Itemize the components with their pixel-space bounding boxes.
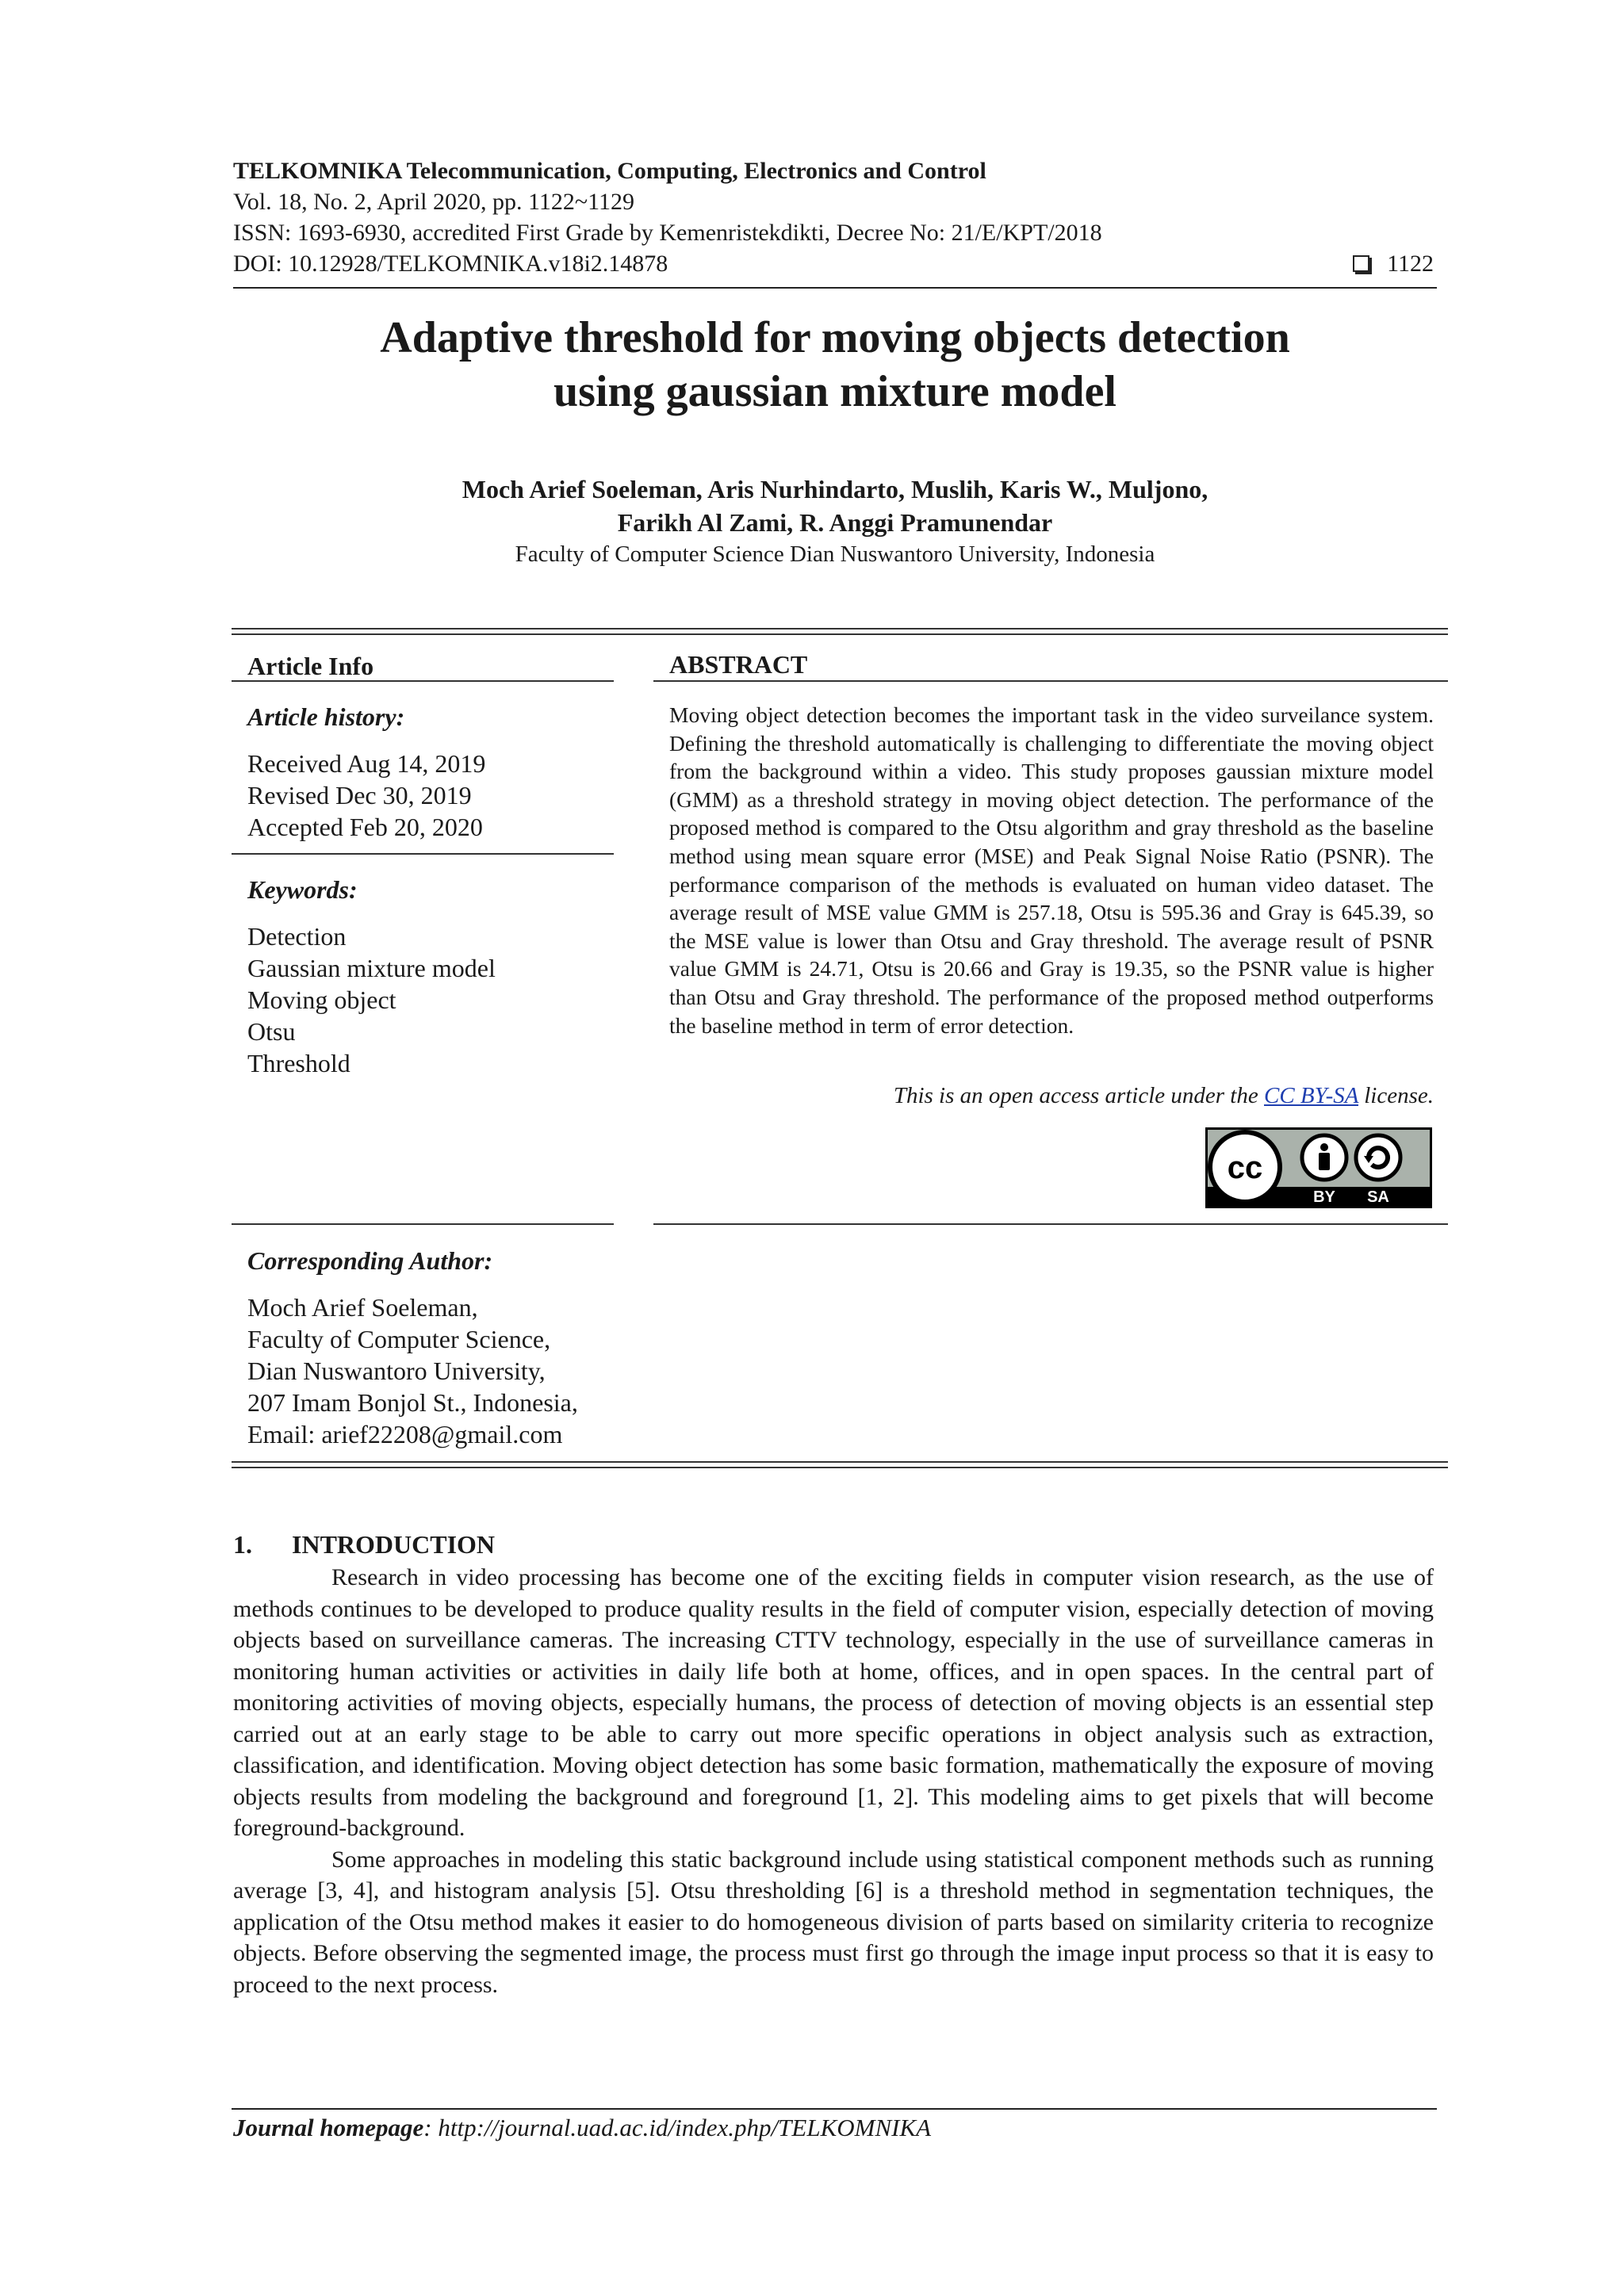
checkbox-square-icon [1353, 255, 1369, 272]
doi-line: DOI: 10.12928/TELKOMNIKA.v18i2.14878 [233, 251, 668, 277]
author-address: 207 Imam Bonjol St., Indonesia, [247, 1388, 578, 1417]
article-history-label: Article history: [247, 702, 405, 731]
abstract-heading: ABSTRACT [669, 650, 808, 679]
keywords-divider [232, 1223, 614, 1225]
introduction-body [233, 1562, 1434, 2000]
received-date: Received Aug 14, 2019 [247, 749, 486, 778]
paragraph: Some approaches in modeling this static background include using statistical component methods such as running average [3, 4], and histogram analysis [5]. Otsu thresholding [6] is a threshold method in segmentation techniques, the application of the Otsu method makes it easier to do homogeneous division of parts based on similarity criteria to recognize objects. Before observing the segmented image, the process must first go through the image input process so that it is easy to proceed to the next process. [233, 1846, 1434, 1998]
keywords-label: Keywords: [247, 875, 358, 904]
accepted-date: Accepted Feb 20, 2020 [247, 813, 483, 841]
journal-homepage [233, 2114, 931, 2142]
keyword: Otsu [247, 1017, 296, 1046]
introduction-heading [233, 1530, 495, 1559]
running-header [233, 155, 1437, 279]
article-history [247, 748, 612, 843]
license-suffix: license. [1358, 1083, 1434, 1108]
footer-rule [232, 2108, 1437, 2110]
homepage-url[interactable]: : http://journal.uad.ac.id/index.php/TELKOMNIKA [423, 2114, 932, 2141]
abstract-underline [653, 680, 1448, 682]
keyword: Gaussian mixture model [247, 954, 496, 982]
section-number: 1. [233, 1530, 252, 1559]
license-note [669, 1083, 1434, 1109]
authors [233, 473, 1437, 539]
license-prefix: This is an open access article under the [893, 1083, 1264, 1108]
issn-line: ISSN: 1693-6930, accredited First Grade by Kemenristekdikti, Decree No: 21/E/KPT/2018 [233, 220, 1102, 246]
title-line-1: Adaptive threshold for moving objects detection [380, 313, 1290, 362]
author-faculty: Faculty of Computer Science, [247, 1325, 551, 1353]
section-title: INTRODUCTION [292, 1530, 496, 1559]
keywords-list [247, 920, 612, 1079]
page-number: 1122 [1387, 251, 1434, 277]
affiliation: Faculty of Computer Science Dian Nuswantoro University, Indonesia [515, 541, 1155, 567]
keyword: Moving object [247, 985, 396, 1014]
info-bottom-double-rule [232, 1461, 1448, 1468]
paragraph: Research in video processing has become one of the exciting fields in computer vision research, as the use of methods continues to be developed to produce quality results in the field of computer vision, especially detection of moving objects based on surveillance cameras. The increasing CTTV technology, especially in the use of surveillance cameras in monitoring human activities or activities in daily life both at home, offices, and in open spaces. In the central part of monitoring activities of moving objects, especially humans, the process of detection of moving objects is an essential step carried out at an early stage to be able to carry out more specific operations in object analysis such as extraction, classification, and identification. Moving object detection has some basic formation, mathematically the exposure of moving objects results from modeling the background and foreground [1, 2]. This modeling aims to get pixels that will become foreground-background. [233, 1564, 1434, 1841]
by-label: BY [1313, 1188, 1335, 1206]
abstract-bottom-rule [653, 1223, 1448, 1225]
cc-by-sa-badge-icon[interactable] [1205, 1127, 1432, 1208]
corresponding-author-label: Corresponding Author: [247, 1246, 493, 1275]
volume-line: Vol. 18, No. 2, April 2020, pp. 1122~1129 [233, 189, 634, 215]
authors-line-2: Farikh Al Zami, R. Anggi Pramunendar [617, 508, 1053, 537]
author-name: Moch Arief Soeleman, [247, 1293, 478, 1322]
authors-line-1: Moch Arief Soeleman, Aris Nurhindarto, Muslih, Karis W., Muljono, [462, 475, 1208, 503]
sa-label: SA [1367, 1188, 1389, 1206]
title-line-2: using gaussian mixture model [553, 367, 1116, 416]
corresponding-author-details [247, 1292, 612, 1450]
abstract-text: Moving object detection becomes the important task in the video surveilance system. Defining the threshold automatically is challenging to differentiate the moving object from the background within a video. This study proposes gaussian mixture model (GMM) as a threshold strategy in moving object detection. The performance of the proposed method is compared to the Otsu algorithm and gray threshold as the baseline method using mean square error (MSE) and Peak Signal Noise Ratio (PSNR). The performance comparison of the methods is evaluated on human video dataset. The average result of MSE value GMM is 257.18, Otsu is 595.36 and Gray is 645.39, so the MSE value is lower than Otsu and Gray threshold. The average result of PSNR value GMM is 24.71, Otsu is 20.66 and Gray is 19.35, so the PSNR value is higher than Otsu and Gray threshold. The performance of the proposed method outperforms the baseline method in term of error detection. [669, 702, 1434, 1038]
author-university: Dian Nuswantoro University, [247, 1357, 546, 1385]
cc-by-sa-link[interactable]: CC BY-SA [1264, 1083, 1358, 1108]
paper-title [233, 311, 1437, 419]
cc-text: cc [1227, 1150, 1263, 1185]
author-email: Email: arief22208@gmail.com [247, 1420, 563, 1448]
keyword: Detection [247, 922, 347, 951]
revised-date: Revised Dec 30, 2019 [247, 781, 472, 809]
journal-name: TELKOMNIKA Telecommunication, Computing, Electronics and Control [233, 158, 986, 184]
header-rule [233, 287, 1437, 289]
article-info-heading: Article Info [247, 652, 374, 680]
homepage-label: Journal homepage [233, 2114, 424, 2141]
keyword: Threshold [247, 1049, 350, 1077]
info-top-double-rule [232, 628, 1448, 635]
page-indicator [1353, 248, 1434, 279]
history-divider [232, 853, 614, 855]
